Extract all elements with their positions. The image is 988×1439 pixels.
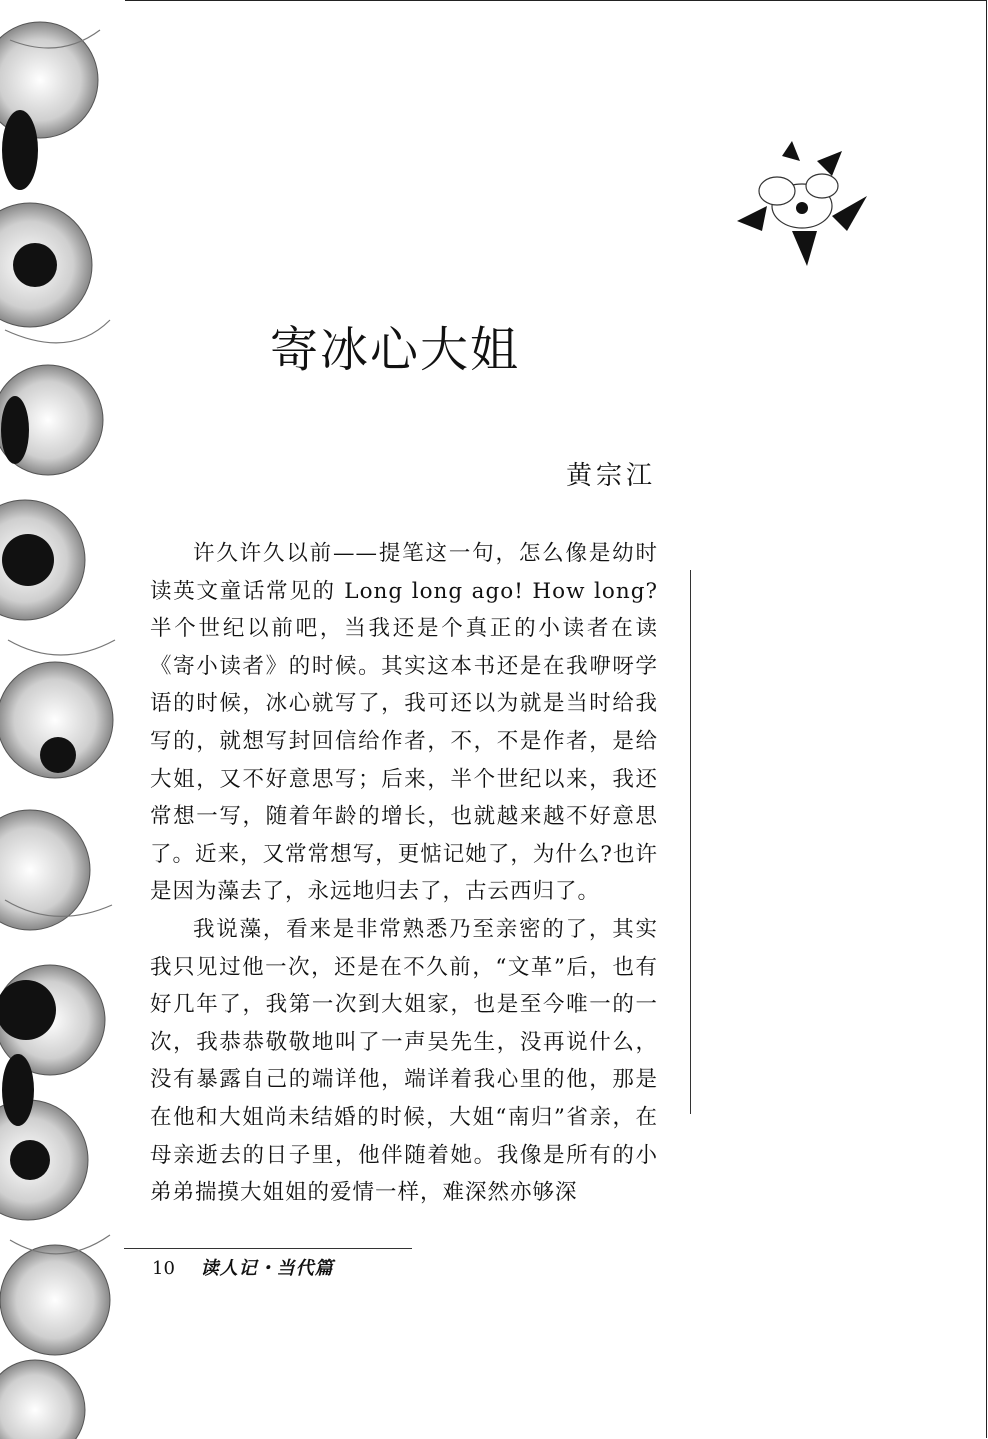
page-number: 10 — [152, 1258, 175, 1279]
body-paragraph-2: 我说藻，看来是非常熟悉乃至亲密的了，其实我只见过他一次，还是在不久前，“文革”后，也有好几年了，我第一次到大姐家，也是至今唯一的一次，我恭恭敬敬地叫了一声吴先生，没再说什么，没有暴露自己的端详他，端详着我心里的他，那是在他和大姐尚未结婚的时候，大姐“南归”省亲，在母亲逝去的日子里，他伴随着她。我像是所有的小弟弟揣摸大姐姐的爱情一样，难深然亦够深 — [150, 916, 658, 1206]
article-title: 寄冰心大姐 — [270, 322, 521, 378]
article-body — [150, 535, 658, 1212]
margin-rule — [690, 570, 691, 1114]
footer-rule — [124, 1248, 412, 1249]
flower-bouquet-illustration — [722, 136, 872, 271]
page-footer — [152, 1256, 334, 1282]
body-paragraph-1: 许久许久以前——提笔这一句，怎么像是幼时读英文童话常见的 Long long ago! How long?半个世纪以前吧，当我还是个真正的小读者在读《寄小读者》的时候。其实这本书还是在我咿呀学语的时候，冰心就写了，我可还以为就是当时给我写的，就想写封回信给作者，不，不是作者，是给大姐，又不好意思写；后来，半个世纪以来，我还常想一写，随着年龄的增长，也就越来越不好意思了。近来，又常常想写，更惦记她了，为什么?也许是因为藻去了，永远地归去了，古云西归了。 — [150, 541, 658, 905]
book-title: 读人记・当代篇 — [200, 1258, 334, 1279]
author-name: 黄宗江 — [565, 461, 656, 491]
flower-border-illustration — [0, 0, 125, 1439]
